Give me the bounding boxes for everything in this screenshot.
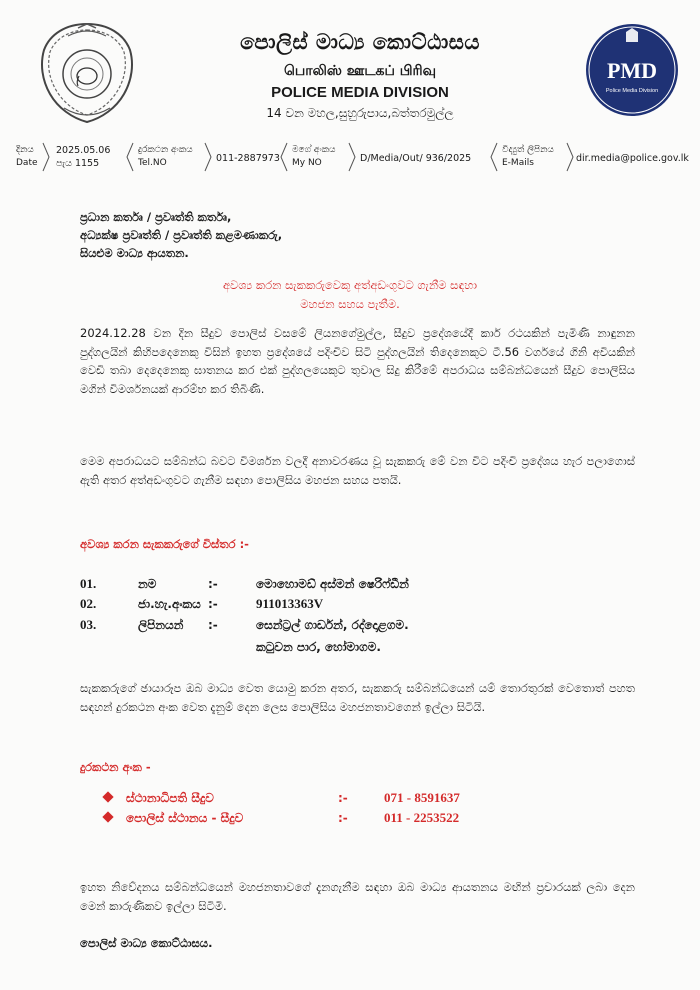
myno-value: D/Media/Out/ 936/2025 (360, 153, 472, 164)
bracket-right (126, 142, 134, 172)
body-paragraph: මෙම අපරාධයට සම්බන්ධ බවට විමර්ශන වලදී අනාවරණය වූ සැකකරු මේ වන විට පදිංචි ප්‍රදේශය හැර පලාගොස් ඇති අතර අත්අඩංගුවට ගැනීම සඳහා පොලිසිය මහජන සහය පතයි. (80, 454, 635, 487)
bracket-left (42, 142, 50, 172)
details-heading: අවශ්‍ය කරන සැකකරුගේ විස්තර :- (80, 537, 249, 551)
date-label: දිනය Date (16, 145, 38, 168)
email-value[interactable]: dir.media@police.gov.lk (576, 153, 689, 164)
pmd-logo-subtext: Police Media Division (605, 88, 659, 94)
diamond-bullet-icon (102, 811, 113, 822)
bracket-left (204, 142, 212, 172)
subject-line: මහජන සහය පැතීම. (300, 297, 400, 311)
phone-row: පොලිස් ස්ථානය - සීදුව :- 011 - 2253522 (104, 809, 524, 827)
bracket-left (348, 142, 356, 172)
bracket-right (490, 142, 498, 172)
tel-value: 011-2887973 (216, 153, 280, 164)
press-release-page: පොලිස් මාධ්‍ය කොට්ඨාසය பொலிஸ் ஊடகப் பிரிவு POLICE MEDIA DIVISION 14 වන මහල,සුහුරුපාය,බත්තරමුල්ල PMD Police Media Division දිනය Date 2025.05.06 පැය 1155 දුරකථන අංකය Tel.NO 011-2887973 මගේ අංකය My NO D/Media/Out/ 936/2025 විද්‍යුත් ලිපිනය E-Mails dir.media@police.gov.lk ප්‍රධාන කර්තෘ / ප්‍රවෘත්ති කර්තෘ, අධ්‍යක්ෂ ප්‍රවෘත්ති / ප්‍රවෘත්ති කළමණාකරු, සියළුම මාධ්‍ය ආයතන. අවශ්‍ය කරන සැකකරුවෙකු අත්අඩංගුවට ගැනීම සඳහා මහජන සහය පැතීම. 2024.12.28 වන දින සීදුව පොලිස් වසමේ ලියනගේමුල්ල, සීදුව ප්‍රදේශයේදී කාර් රථයකින් පැමිණි නාඳුනන පුද්ගලයින් කිහිපදෙනෙකු විසින් ඉහත ප්‍රදේශයේ පදිංචිව සිටි පුද්ගලයින් තිදෙනෙකුට ටී.56 වර්ගයේ ගිනි අවියකින් වෙඩි තබා දෙදෙනෙකු ඝාතනය කර එක් පුද්ගලයෙකුට තුවාල සිදු කිරීමේ අපරාධය සම්බන්ධයෙන් සීදුව පොලිසිය මගින් විමර්ශනයක් ආරම්භ කර තිබිණි. මෙම අපරාධයට සම්බන්ධ බවට විමර්ශන වලදී අනාවරණය වූ සැකකරු මේ වන විට පදිංචි ප්‍රදේශය හැර පලාගොස් ඇති අතර අත්අඩංගුවට ගැනීම සඳහා පොලිසිය මහජන සහය පතයි. අවශ්‍ය කරන සැකකරුගේ විස්තර :- 01. නම :- මොහොමඩ් අස්මන් ෂෙරිෆ්ඩීන් 02. ජා.හැ.අංකය :- 911013363V 03. ලිපිනයන් :- සෙන්ට්‍රල් ගාර්ඩන්, රද්දොළගම. කටුවන පාර, හෝමාගම. සැකකරුගේ ඡායාරූප ඔබ මාධ්‍ය වෙත යොමු කරන අතර, සැකකරු සම්බන්ධයෙන් යම් තොරතුරක් වෙතොත් පහත සඳහන් දුරකථන අංක වෙත දැනුම් දෙන ලෙස පොලිසිය මහජනතාවගෙන් ඉල්ලා සිටියි. දුරකථන අංක - ස්ථානාධිපති සීදුව :- 071 - 8591637 පොලිස් ස්ථානය - සීදුව :- 011 - 2253522 ඉහත නිවේදනය සම්බන්ධයෙන් මහජනතාවගේ දැනගැනීම සඳහා ඔබ මාධ්‍ය ආයතනය මඟින් ප්‍රචාරයක් ලබා දෙන මෙන් කාරුණිකව ඉල්ලා සිටිමි. පොලිස් මාධ්‍ය කොට්ඨාසය. (0, 0, 700, 990)
signature: පොලිස් මාධ්‍ය කොට්ඨාසය. (80, 936, 213, 950)
contact-strip (14, 140, 690, 180)
date-value: 2025.05.06 පැය 1155 (56, 145, 111, 169)
body-paragraph: 2024.12.28 වන දින සීදුව පොලිස් වසමේ ලියනගේමුල්ල, සීදුව ප්‍රදේශයේදී කාර් රථයකින් පැමිණි නාඳුනන පුද්ගලයින් කිහිපදෙනෙකු විසින් ඉහත ප්‍රදේශයේ පදිංචිව සිටි පුද්ගලයින් තිදෙනෙකුට ටී.56 වර්ගයේ ගිනි අවියකින් වෙඩි තබා දෙදෙනෙකු ඝාතනය කර එක් පුද්ගලයෙකුට තුවාල සිදු කිරීමේ අපරාධය සම්බන්ධයෙන් සීදුව පොලිසිය මගින් විමර්ශනයක් ආරම්භ කර තිබිණි. (80, 326, 635, 396)
recipient-line: අධ්‍යක්ෂ ප්‍රවෘත්ති / ප්‍රවෘත්ති කළමණාකරු, (80, 228, 283, 242)
bracket-left (566, 142, 574, 172)
police-emblem-logo (38, 20, 136, 124)
header-title-tamil: பொலிஸ் ஊடகப் பிரிவு (283, 63, 437, 79)
recipient-line: සියළුම මාධ්‍ය ආයතන. (80, 246, 189, 260)
pmd-logo-text: PMD (606, 58, 658, 83)
header-title-sinhala: පොලිස් මාධ්‍ය කොට්ඨාසය (240, 30, 480, 54)
tel-label: දුරකථන අංකය Tel.NO (138, 145, 193, 168)
subject-line: අවශ්‍ය කරන සැකකරුවෙකු අත්අඩංගුවට ගැනීම සඳහා (222, 278, 478, 292)
pmd-logo (584, 22, 680, 118)
body-paragraph: ඉහත නිවේදනය සම්බන්ධයෙන් මහජනතාවගේ දැනගැනීම සඳහා ඔබ මාධ්‍ය ආයතනය මඟින් ප්‍රචාරයක් ලබා දෙන මෙන් කාරුණිකව ඉල්ලා සිටිමි. (80, 880, 635, 913)
header-title-english: POLICE MEDIA DIVISION (271, 84, 449, 101)
phones-heading: දුරකථන අංක - (80, 760, 151, 774)
bracket-right (280, 142, 288, 172)
email-label: විද්‍යුත් ලිපිනය E-Mails (502, 145, 554, 168)
diamond-bullet-icon (102, 791, 113, 802)
recipient-line: ප්‍රධාන කර්තෘ / ප්‍රවෘත්ති කර්තෘ, (80, 210, 232, 224)
phone-row: ස්ථානාධිපති සීදුව :- 071 - 8591637 (104, 789, 524, 807)
header-address: 14 වන මහල,සුහුරුපාය,බත්තරමුල්ල (266, 106, 454, 120)
body-paragraph: සැකකරුගේ ඡායාරූප ඔබ මාධ්‍ය වෙත යොමු කරන අතර, සැකකරු සම්බන්ධයෙන් යම් තොරතුරක් වෙතොත් පහත සඳහන් දුරකථන අංක වෙත දැනුම් දෙන ලෙස පොලිසිය මහජනතාවගෙන් ඉල්ලා සිටියි. (80, 681, 635, 714)
myno-label: මගේ අංකය My NO (292, 145, 336, 168)
